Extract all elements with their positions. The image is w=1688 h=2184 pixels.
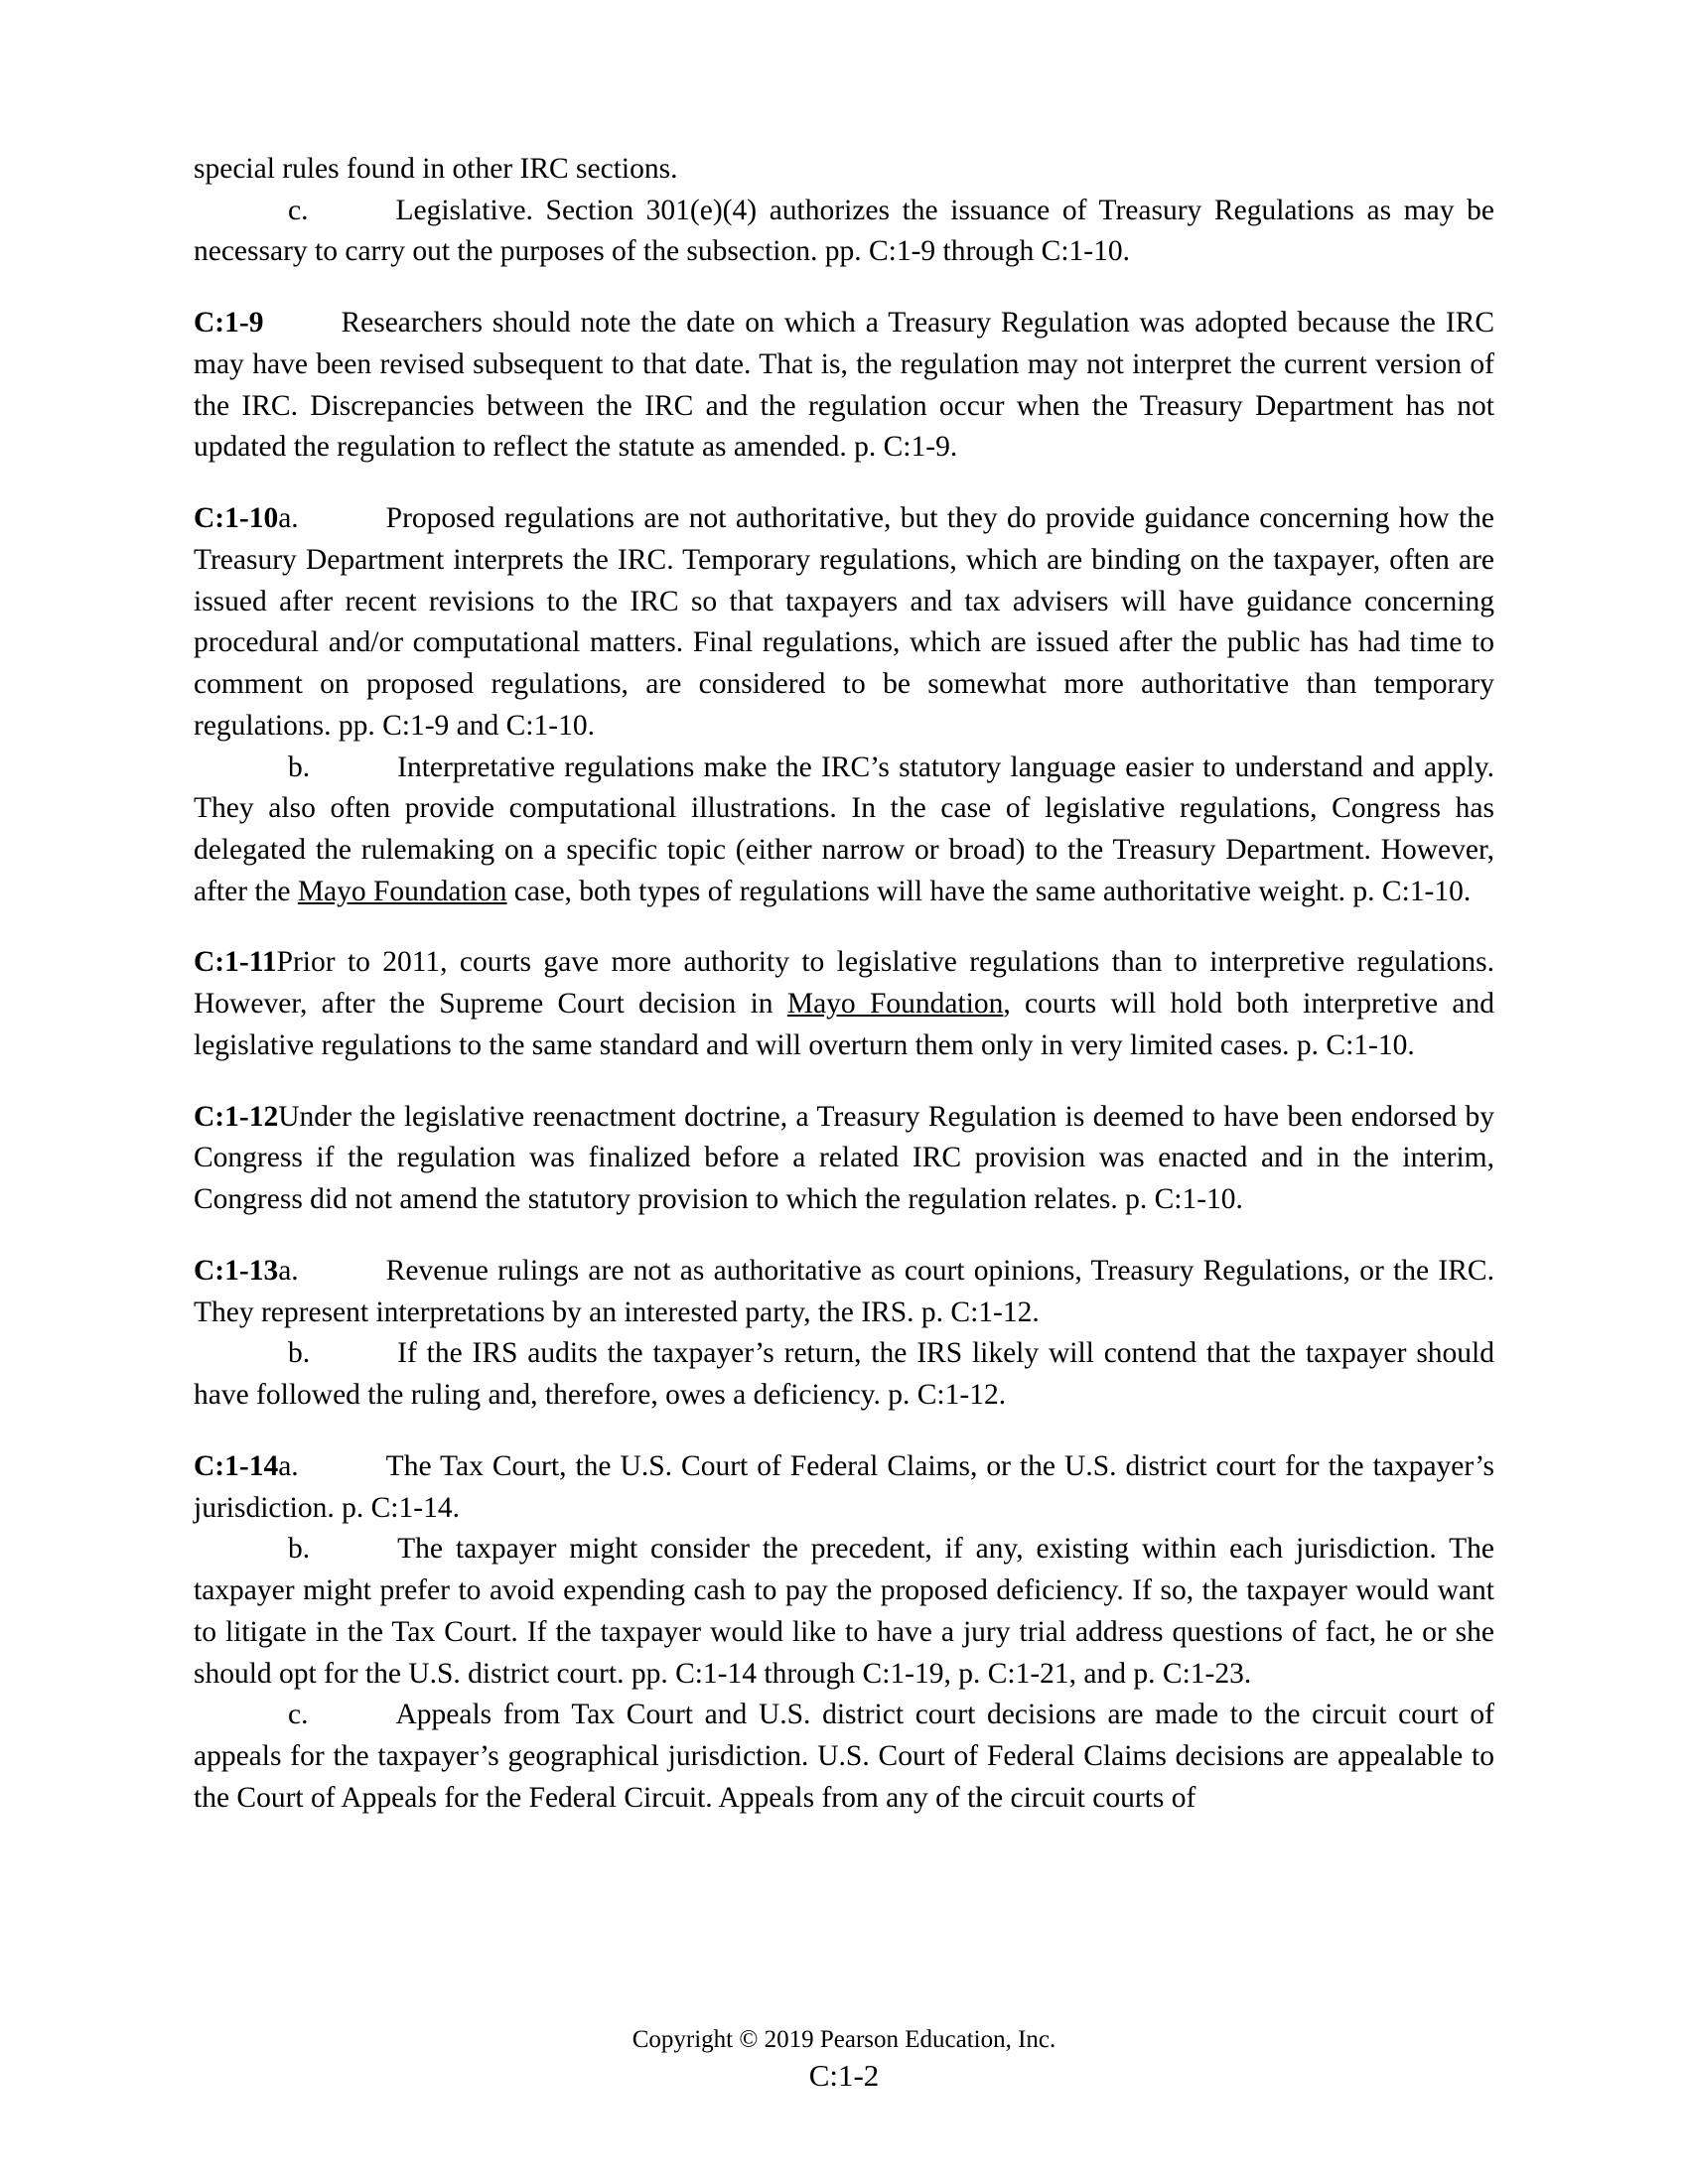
answer-text: Revenue rulings are not as authoritative as court opinions, Treasury Regulations, or the IRC. They represent interpretations by an interested party, the IRS. p. C:1-12.: [194, 1254, 1494, 1328]
part-letter: b.: [288, 1533, 311, 1566]
case-citation: Mayo Foundation: [786, 988, 1004, 1021]
part-letter: a.: [278, 1449, 299, 1482]
paragraph-gap: [194, 1067, 1494, 1097]
copyright-notice: Copyright © 2019 Pearson Education, Inc.: [632, 2026, 1056, 2054]
paragraph-gap: [194, 273, 1494, 303]
answer-part-c-intro: [194, 191, 1494, 273]
answer-text: Researchers should note the date on which a Treasury Regulation was adopted because the IRC may have been revised subsequent to that date. That is, the regulation may not interpret the current version of the IRC. Discrepancies between the IRC and the regulation occur when the Treasury Department has not updated the regulation to reflect the statute as amended. p. C:1-9.: [194, 307, 1494, 464]
answer-text: Proposed regulations are not authoritative, but they do provide guidance concerning how the Treasury Department interprets the IRC. Temporary regulations, which are binding on the taxpayer, often are issued after recent revisions to the IRC so that taxpayers and tax advisers will have guidance concerning procedural and/or computational matters. Final regulations, which are issued after the public has had time to comment on proposed regulations, are considered to be somewhat more authoritative than temporary regulations. pp. C:1-9 and C:1-10.: [194, 502, 1494, 742]
part-text: Legislative. Section 301(e)(4) authorizes the issuance of Treasury Regulations as may be necessary to carry out the purposes of the subsection. pp. C:1-9 through C:1-10.: [194, 194, 1494, 268]
answer-c1-10-a: [194, 498, 1494, 747]
paragraph-gap: [194, 1221, 1494, 1251]
answer-c1-12: [194, 1097, 1494, 1221]
paragraph-gap: [194, 469, 1494, 498]
page-footer: [0, 2025, 1688, 2097]
answer-c1-13-b: [194, 1333, 1494, 1416]
case-citation: Mayo Foundation: [297, 875, 507, 907]
answer-text-after-case: case, both types of regulations will have the same authoritative weight. p. C:1-10.: [506, 875, 1472, 907]
answer-tag: C:1-11: [194, 946, 277, 979]
answer-text: If the IRS audits the taxpayer’s return, the IRS likely will contend that the taxpayer should have followed the ruling and, therefore, owes a deficiency. p. C:1-12.: [194, 1337, 1494, 1412]
continued-paragraph: [194, 149, 1494, 191]
answer-c1-10-b: [194, 748, 1494, 913]
answer-text: The taxpayer might consider the precedent, if any, existing within each jurisdiction. The taxpayer might prefer to avoid expending cash to pay the proposed deficiency. If so, the taxpayer would want to litigate in the Tax Court. If the taxpayer would like to have a jury trial address questions of fact, he or she should opt for the U.S. district court. pp. C:1-14 through C:1-19, p. C:1-21, and p. C:1-23.: [194, 1533, 1494, 1690]
answer-c1-14-b: [194, 1529, 1494, 1695]
page-number: C:1-2: [808, 2058, 880, 2094]
part-letter: b.: [288, 751, 311, 783]
answer-tag: C:1-12: [194, 1100, 279, 1133]
paragraph-gap: [194, 1417, 1494, 1446]
answer-tag: C:1-14: [194, 1449, 279, 1482]
answer-c1-11: [194, 942, 1494, 1066]
answer-c1-13-a: [194, 1251, 1494, 1333]
answer-c1-14-a: [194, 1446, 1494, 1529]
answer-text: Appeals from Tax Court and U.S. district court decisions are made to the circuit court of appeals for the taxpayer’s geographical jurisdiction. U.S. Court of Federal Claims decisions are appealable to the Court of Appeals for the Federal Circuit. Appeals from any of the circuit courts of: [194, 1699, 1494, 1814]
answer-c1-14-c: [194, 1695, 1494, 1819]
answer-tag: C:1-9: [194, 307, 264, 340]
continued-text: special rules found in other IRC sections.: [194, 153, 678, 185]
answer-tag: C:1-13: [194, 1254, 279, 1287]
answer-text-after-case: , courts will hold both interpretive and legislative regulations to the same standard and will overturn them only in very limited cases. p. C:1-10.: [194, 988, 1495, 1061]
answer-text: Under the legislative reenactment doctrine, a Treasury Regulation is deemed to have been endorsed by Congress if the regulation was finalized before a related IRC provision was enacted and in the interim, Congress did not amend the statutory provision to which the regulation relates. p. C:1-10.: [194, 1100, 1494, 1216]
answer-c1-9: [194, 303, 1494, 469]
answer-text: The Tax Court, the U.S. Court of Federal Claims, or the U.S. district court for the taxpayer’s jurisdiction. p. C:1-14.: [194, 1449, 1494, 1524]
document-body: [194, 149, 1494, 1819]
answer-text-before-case: Prior to 2011, courts gave more authority to legislative regulations than to interpretive regulations. However, after the Supreme Court decision in: [194, 946, 1494, 1021]
part-letter: c.: [288, 1699, 309, 1731]
answer-text-before-case: Interpretative regulations make the IRC’s statutory language easier to understand and apply. They also often provide computational illustrations. In the case of legislative regulations, Congress has delegated the rulemaking on a specific topic (either narrow or broad) to the Treasury Department. However, after the: [194, 751, 1494, 907]
answer-tag: C:1-10: [194, 502, 279, 535]
part-letter: a.: [278, 1254, 299, 1287]
part-letter: b.: [288, 1337, 311, 1370]
part-letter: c.: [288, 194, 309, 226]
paragraph-gap: [194, 912, 1494, 942]
part-letter: a.: [278, 502, 299, 535]
